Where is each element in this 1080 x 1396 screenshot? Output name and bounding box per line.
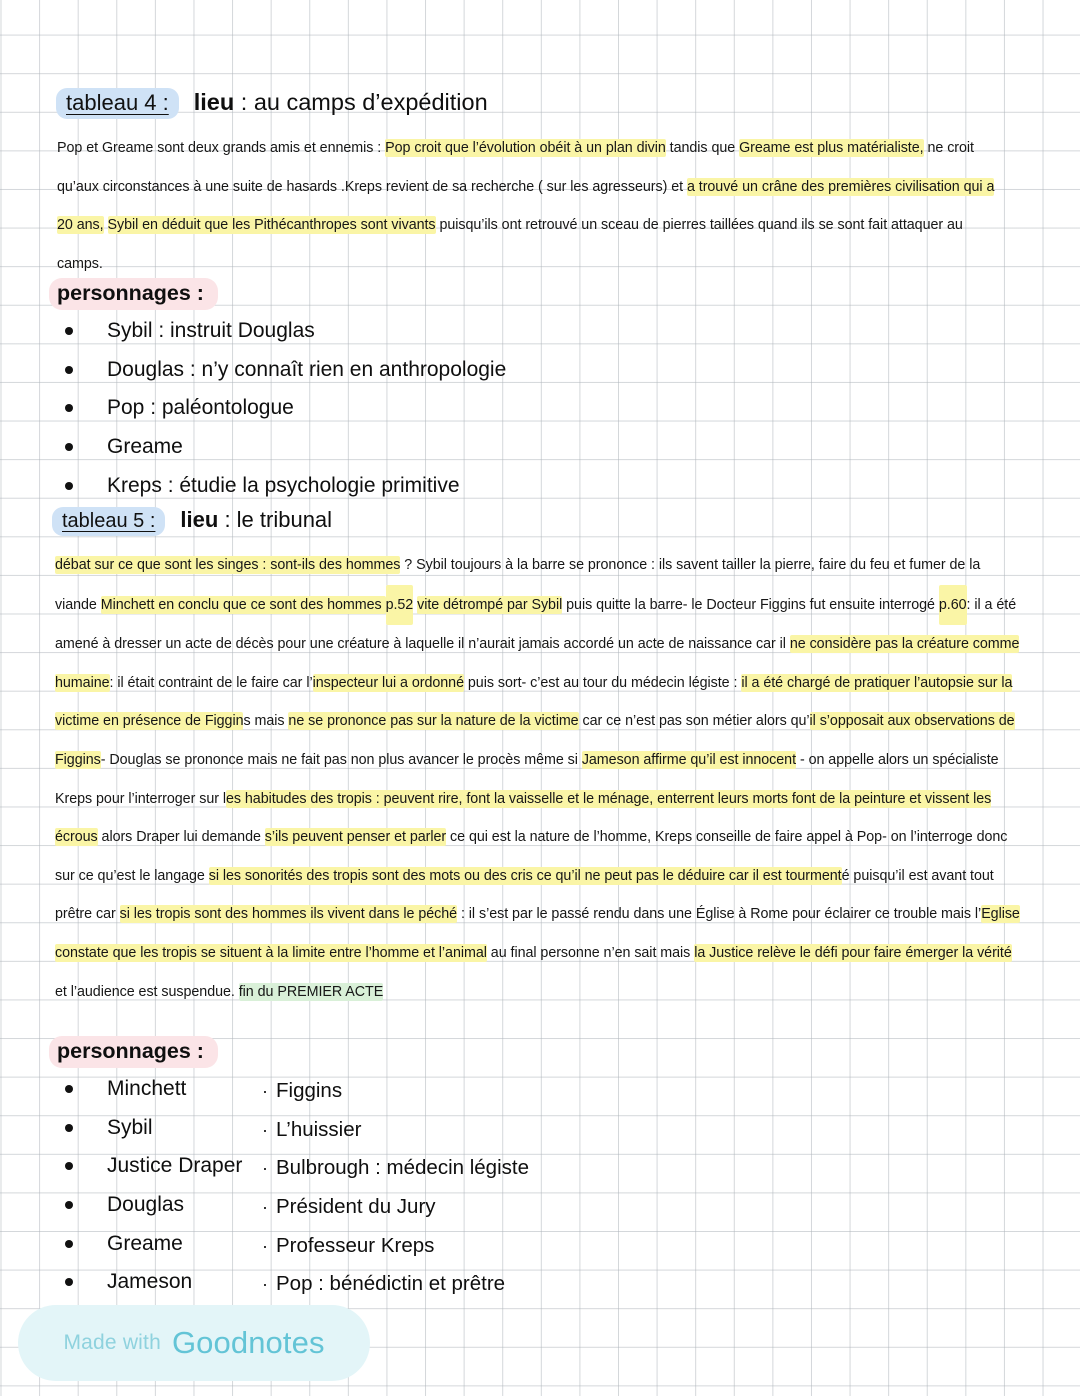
list-item-label: Sybil — [107, 1115, 153, 1139]
text-run: - Douglas se prononce mais ne fait pas non plus avancer le procès même si — [100, 751, 582, 768]
list-item — [262, 1188, 682, 1227]
text-run: ne se prononce pas sur la nature de la victime — [288, 713, 579, 730]
text-run: tandis que — [665, 140, 740, 156]
tableau-4-paragraph — [57, 129, 1012, 283]
text-run: si les sonorités des tropis sont des mots ou des cris ce qu’il ne peut pas le déduire car il est tourment — [208, 867, 842, 884]
list-item — [49, 1147, 279, 1186]
list-item — [262, 1265, 682, 1304]
list-item-label: Douglas — [107, 1193, 185, 1217]
tableau-5-lieu — [178, 505, 334, 533]
tableau-5-lieu-rest: : le tribunal — [218, 507, 333, 532]
list-item — [49, 466, 649, 505]
tableau-4-personnages-label-wrap — [49, 278, 218, 310]
list-item-label: Professeur Kreps — [276, 1233, 435, 1257]
text-run: ce qui est la nature de l’homme, Kreps conseille de faire appel à Pop- on l’interroge donc sur ce qu’est le langage — [55, 829, 1008, 884]
text-run: : il s’est par le passé rendu dans une Église à Rome pour éclairer ce trouble mais l’ — [457, 906, 982, 923]
text-run: puis sort- c’est au tour du médecin légiste : — [463, 674, 742, 691]
list-item — [49, 1109, 279, 1148]
text-run: puis quitte la barre- le Docteur Figgins fut ensuite interrogé — [562, 596, 939, 613]
text-run: au final personne n’en sait mais — [486, 944, 695, 961]
tableau-5-heading — [52, 505, 334, 536]
watermark-brand: Goodnotes — [171, 1325, 325, 1360]
list-item-label: Sybil : instruit Douglas — [107, 319, 315, 343]
list-item-label: Greame — [107, 435, 183, 459]
text-run: puisqu’ils ont retrouvé un sceau de pierres taillées quand ils se sont fait attaquer au camps. — [57, 217, 963, 272]
text-run: Minchett en conclu que ce sont des hommes — [100, 596, 386, 613]
bullet-dot-icon — [65, 404, 73, 412]
middot-bullet-icon: · — [262, 1197, 268, 1218]
list-item-label: Figgins — [276, 1079, 343, 1103]
list-item — [262, 1226, 682, 1265]
tableau-5-personnages-list-left — [49, 1070, 279, 1302]
list-item — [49, 389, 649, 428]
text-run: é puisqu’il est avant tout prêtre car — [55, 867, 994, 923]
tableau-4-lieu-bold: lieu — [193, 89, 235, 115]
tableau-4-personnages-list — [49, 312, 649, 505]
text-run: car ce n’est pas son métier alors qu’ — [578, 713, 810, 730]
list-item — [49, 1070, 279, 1109]
tableau-5-lieu-bold: lieu — [180, 507, 219, 532]
list-item-label: L’huissier — [276, 1117, 362, 1141]
watermark-made-with: Made with — [63, 1331, 161, 1354]
list-item-label: Justice Draper — [107, 1154, 243, 1178]
text-run: - on appelle alors un spécialiste Kreps pour l’interroger sur l — [55, 751, 999, 807]
list-item-label: Jameson — [107, 1270, 193, 1294]
bullet-dot-icon — [65, 1124, 73, 1132]
list-item — [49, 1186, 279, 1225]
text-run: alors Draper lui demande — [97, 829, 265, 846]
list-item-label: Minchett — [107, 1077, 187, 1101]
text-run: inspecteur lui a ordonné — [312, 674, 464, 691]
text-run: a trouvé un crâne des premières civilisation qui a 20 ans, — [57, 178, 995, 234]
text-run: si les tropis sont des hommes ils vivent dans le péché — [119, 906, 458, 923]
text-run: il s’opposait aux observations de Figgins — [55, 713, 1015, 768]
bullet-dot-icon — [65, 1278, 73, 1286]
list-item — [49, 1224, 279, 1263]
text-run: Sybil en déduit que les Pithécanthropes sont vivants — [107, 217, 436, 234]
list-item — [262, 1072, 682, 1111]
bullet-dot-icon — [65, 1201, 73, 1209]
middot-bullet-icon: · — [262, 1235, 268, 1256]
middot-bullet-icon: · — [262, 1158, 268, 1179]
list-item — [49, 1263, 279, 1302]
text-run: débat sur ce que sont les singes : sont-ils des hommes — [55, 557, 401, 573]
text-run: fin du PREMIER ACTE — [238, 983, 384, 1000]
list-item-label: Kreps : étudie la psychologie primitive — [107, 473, 460, 497]
tableau-5-personnages-label-wrap — [49, 1036, 218, 1068]
tableau-5-paragraph — [55, 546, 1022, 1011]
bullet-dot-icon — [65, 366, 73, 374]
list-item-label: Douglas : n’y connaît rien en anthropologie — [107, 357, 507, 381]
text-run: ? Sybil toujours à la barre se prononce : ils savent tailler la pierre, faire du feu et fumer de la viande — [55, 557, 981, 613]
tableau-4-heading — [56, 88, 490, 119]
personnages-label: personnages : — [49, 278, 218, 310]
personnages-label-2: personnages : — [49, 1036, 218, 1068]
text-run: es habitudes des tropis : peuvent rire, font la vaisselle et le ménage, enterrent leurs morts font de la peinture et vissent les écrous — [55, 790, 992, 846]
text-run: s mais — [243, 713, 289, 730]
text-run: Pop et Greame sont deux grands amis et ennemis : — [57, 140, 386, 156]
middot-bullet-icon: · — [262, 1119, 268, 1140]
text-run: Eglise constate que les tropis se situent à la limite entre l’homme et l’animal — [55, 906, 1020, 961]
bullet-dot-icon — [65, 1162, 73, 1170]
bullet-dot-icon — [65, 1085, 73, 1093]
list-item-label: Président du Jury — [276, 1195, 436, 1219]
text-run: p.52 — [386, 585, 414, 626]
text-run: ne considère pas la créature comme humaine — [55, 636, 1020, 691]
list-item — [49, 428, 649, 467]
text-run: et l’audience est suspendue. — [55, 983, 239, 1000]
text-run: p.60 — [939, 585, 967, 626]
text-run: Pop croit que l’évolution obéit à un plan divin — [385, 140, 666, 156]
tableau-5-personnages-list-right — [262, 1072, 682, 1304]
text-run: : il a été amené à dresser un acte de décès pour une créature à laquelle il n’aurait jamais accordé un acte de naissance car il — [55, 596, 1017, 653]
text-run: Jameson affirme qu’il est innocent — [581, 751, 797, 768]
list-item-label: Bulbrough : médecin légiste — [276, 1156, 529, 1180]
tableau-4-lieu — [192, 88, 490, 116]
list-item-label: Pop : paléontologue — [107, 396, 294, 420]
text-run: la Justice relève le défi pour faire émerger la vérité — [694, 944, 1012, 961]
text-run: s’ils peuvent penser et parler — [264, 829, 447, 846]
bullet-dot-icon — [65, 327, 73, 335]
text-run: Greame est plus matérialiste, — [739, 140, 924, 156]
list-item — [49, 312, 649, 351]
list-item — [262, 1111, 682, 1150]
list-item-label: Greame — [107, 1231, 183, 1255]
tableau-4-chip: tableau 4 : — [56, 88, 179, 119]
text-run: ne croit qu’aux circonstances à une suite de hasards .Kreps revient de sa recherche ( sur les agresseurs) et — [57, 140, 974, 195]
tableau-5-chip: tableau 5 : — [52, 507, 165, 536]
bullet-dot-icon — [65, 1240, 73, 1248]
text-run: : il était contraint de le faire car l’ — [109, 674, 313, 691]
text-run: vite détrompé par Sybil — [417, 596, 563, 613]
bullet-dot-icon — [65, 443, 73, 451]
list-item-label: Pop : bénédictin et prêtre — [276, 1272, 506, 1296]
text-run: il a été chargé de pratiquer l’autopsie sur la victime en présence de Figgin — [55, 674, 1013, 730]
goodnotes-watermark — [18, 1305, 370, 1381]
list-item — [49, 351, 649, 390]
bullet-dot-icon — [65, 482, 73, 490]
middot-bullet-icon: · — [262, 1081, 268, 1102]
text-run — [104, 217, 108, 233]
tableau-4-lieu-rest: : au camps d’expédition — [234, 89, 488, 115]
middot-bullet-icon: · — [262, 1274, 268, 1295]
list-item — [262, 1149, 682, 1188]
